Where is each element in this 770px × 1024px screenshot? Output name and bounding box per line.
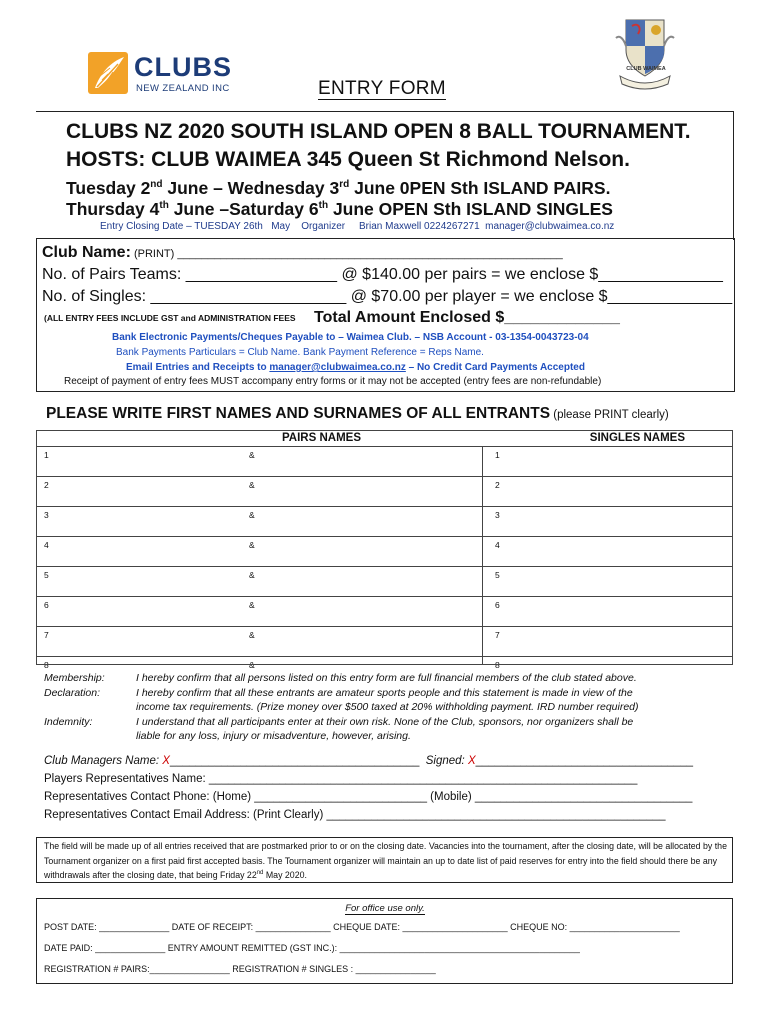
managers-line: _______________________________________ [169,755,420,767]
pair-row-number: 2 [36,477,249,507]
bank-payable-note: Bank Electronic Payments/Cheques Payable to – Waimea Club. – NSB Account - 03-1354-0043723-04 [112,332,589,343]
logo-text: CLUBS [134,52,232,82]
office-use-title [0,903,770,914]
membership-text: I hereby confirm that all persons listed on this entry form are full financial members of the club stated above. [136,672,637,684]
table-row[interactable] [36,567,733,597]
closing-date-organizer: Entry Closing Date – TUESDAY 26th May Organizer Brian Maxwell 0224267271 manager@clubwaimea.co.nz [100,221,615,232]
total-amount-field[interactable]: Total Amount Enclosed $_____________ [314,309,620,326]
email-suffix: – No Credit Card Payments Accepted [405,362,585,373]
table-row[interactable] [36,447,733,477]
pairs-names-header: PAIRS NAMES [281,432,362,444]
event-hosts: HOSTS: CLUB WAIMEA 345 Queen St Richmond Nelson. [66,148,630,171]
event-title: CLUBS NZ 2020 SOUTH ISLAND OPEN 8 BALL TOURNAMENT. [66,120,691,143]
crest-motto: CLUB WAIMEA [626,66,666,72]
indemnity-text-1: I understand that all participants enter at their own risk. None of the Club, sponsors, nor organizers shall be [136,716,634,728]
singles-date-sup2: th [318,200,329,212]
pair-row-number: 6 [36,597,249,627]
closing-notice [44,839,728,883]
notice-text-b: May 2020. [263,870,307,880]
declaration-text-1: I hereby confirm that all these entrants are amateur sports people and this statement is made in view of the [136,687,633,699]
singles-dates [66,199,613,220]
single-row-number: 1 [487,447,733,477]
pair-row-number: 1 [36,447,249,477]
single-row-number: 4 [487,537,733,567]
pair-row-number: 4 [36,537,249,567]
pair-row-number: 7 [36,627,249,657]
club-name-field[interactable] [42,244,563,262]
notice-sup: nd [256,870,264,877]
entrants-table [36,430,733,686]
entrants-table-divider [482,446,483,665]
pair-row-number: 8 [36,657,249,687]
reps-phone-field[interactable]: Representatives Contact Phone: (Home) ___________________________ (Mobile) __________________________________ [44,791,693,803]
club-managers-signature-line[interactable] [44,755,693,767]
table-row[interactable] [36,537,733,567]
pair-ampersand: & [249,477,487,507]
declaration-label: Declaration: [44,687,101,699]
pair-row-number: 5 [36,567,249,597]
office-row-registration: REGISTRATION # PAIRS:________________ REGISTRATION # SINGLES : ________________ [44,964,436,974]
declaration-text-2: income tax requirements. (Prize money over $500 taxed at 20% withholding payment. IRD number required) [136,701,639,713]
gst-note: (ALL ENTRY FEES INCLUDE GST and ADMINISTRATION FEES [44,313,296,323]
form-title [318,78,446,100]
pair-ampersand: & [249,627,487,657]
club-name-line: _______________________________________________________________ [177,248,563,260]
managers-x-mark: X [162,755,170,767]
single-row-number: 7 [487,627,733,657]
single-row-number: 5 [487,567,733,597]
table-header-row [36,430,733,447]
pair-ampersand: & [249,447,487,477]
email-entries-note [126,362,585,373]
players-reps-field[interactable]: Players Representatives Name: ___________________________________________________________________ [44,773,638,785]
reps-email-field[interactable]: Representatives Contact Email Address: (Print Clearly) _____________________________________________________ [44,809,666,821]
table-row[interactable] [36,507,733,537]
pairs-date-b: June – Wednesday 3 [162,178,340,198]
pair-ampersand: & [249,537,487,567]
singles-date-c: June OPEN Sth ISLAND SINGLES [328,199,613,219]
pairs-date-sup2: rd [339,179,350,191]
table-row[interactable] [36,597,733,627]
email-prefix: Email Entries and Receipts to [126,362,270,373]
pair-ampersand: & [249,567,487,597]
entrants-title: PLEASE WRITE FIRST NAMES AND SURNAMES OF ALL ENTRANTS [46,405,551,422]
single-row-number: 8 [487,657,733,687]
indemnity-text-2: liable for any loss, injury or misadventure, however, arising. [136,730,411,742]
single-row-number: 3 [487,507,733,537]
entrants-title-sub: (please PRINT clearly) [550,409,669,421]
singles-names-header: SINGLES NAMES [589,432,685,444]
office-title-text: For office use only. [345,903,425,914]
office-row-dates: POST DATE: ______________ DATE OF RECEIPT: _______________ CHEQUE DATE: _____________________ CHEQUE NO: ______________________ [44,922,680,932]
entrants-heading [46,405,669,423]
table-row[interactable] [36,477,733,507]
single-row-number: 6 [487,597,733,627]
club-name-hint: (PRINT) [130,248,178,260]
singles-date-sup1: th [159,200,169,212]
managers-label: Club Managers Name: [44,755,163,767]
pair-ampersand: & [249,657,487,687]
pairs-teams-field[interactable]: No. of Pairs Teams: _________________ @ $140.00 per pairs = we enclose $______________ [42,266,723,283]
signed-label: Signed: [419,755,468,767]
notice-text-a: The field will be made up of all entries received that are postmarked prior to or on the closing date. Vacancies into the tournament, after the closing date, will be allocated by the Tournament organizer on a first paid first accepted basis. The Tournament organizer will maintain an up to date list of paid reserves for entry into the field should there be any withdrawals after the closing date, that being Friday 22 [44,841,727,880]
crest-icon [612,16,678,92]
pair-ampersand: & [249,507,487,537]
club-name-label: Club Name: [42,244,131,261]
singles-field[interactable]: No. of Singles: ______________________ @ $70.00 per player = we enclose $______________ [42,288,733,305]
bank-particulars-note: Bank Payments Particulars = Club Name. Bank Payment Reference = Reps Name. [116,347,484,358]
receipt-note: Receipt of payment of entry fees MUST accompany entry forms or it may not be accepted (entry fees are non-refundable) [64,376,602,387]
membership-label: Membership: [44,672,105,684]
signed-x-mark: X [467,755,476,767]
singles-date-b: June –Saturday 6 [168,199,319,219]
singles-date-a: Thursday 4 [66,199,160,219]
pair-row-number: 3 [36,507,249,537]
signed-line: __________________________________ [475,755,694,767]
pairs-date-c: June 0PEN Sth ISLAND PAIRS. [349,178,611,198]
indemnity-label: Indemnity: [44,716,93,728]
pairs-dates [66,178,610,199]
pair-ampersand: & [249,597,487,627]
club-waimea-crest [612,16,678,92]
pairs-date-sup1: nd [150,179,163,191]
logo-subtext: NEW ZEALAND INC [136,83,230,94]
table-row[interactable] [36,627,733,657]
office-row-paid: DATE PAID: ______________ ENTRY AMOUNT REMITTED (GST INC.): ________________________________________________ [44,943,580,953]
single-row-number: 2 [487,477,733,507]
email-link[interactable]: manager@clubwaimea.co.nz [269,362,406,373]
form-title-text: ENTRY FORM [318,78,446,99]
pairs-date-a: Tuesday 2 [66,178,151,198]
